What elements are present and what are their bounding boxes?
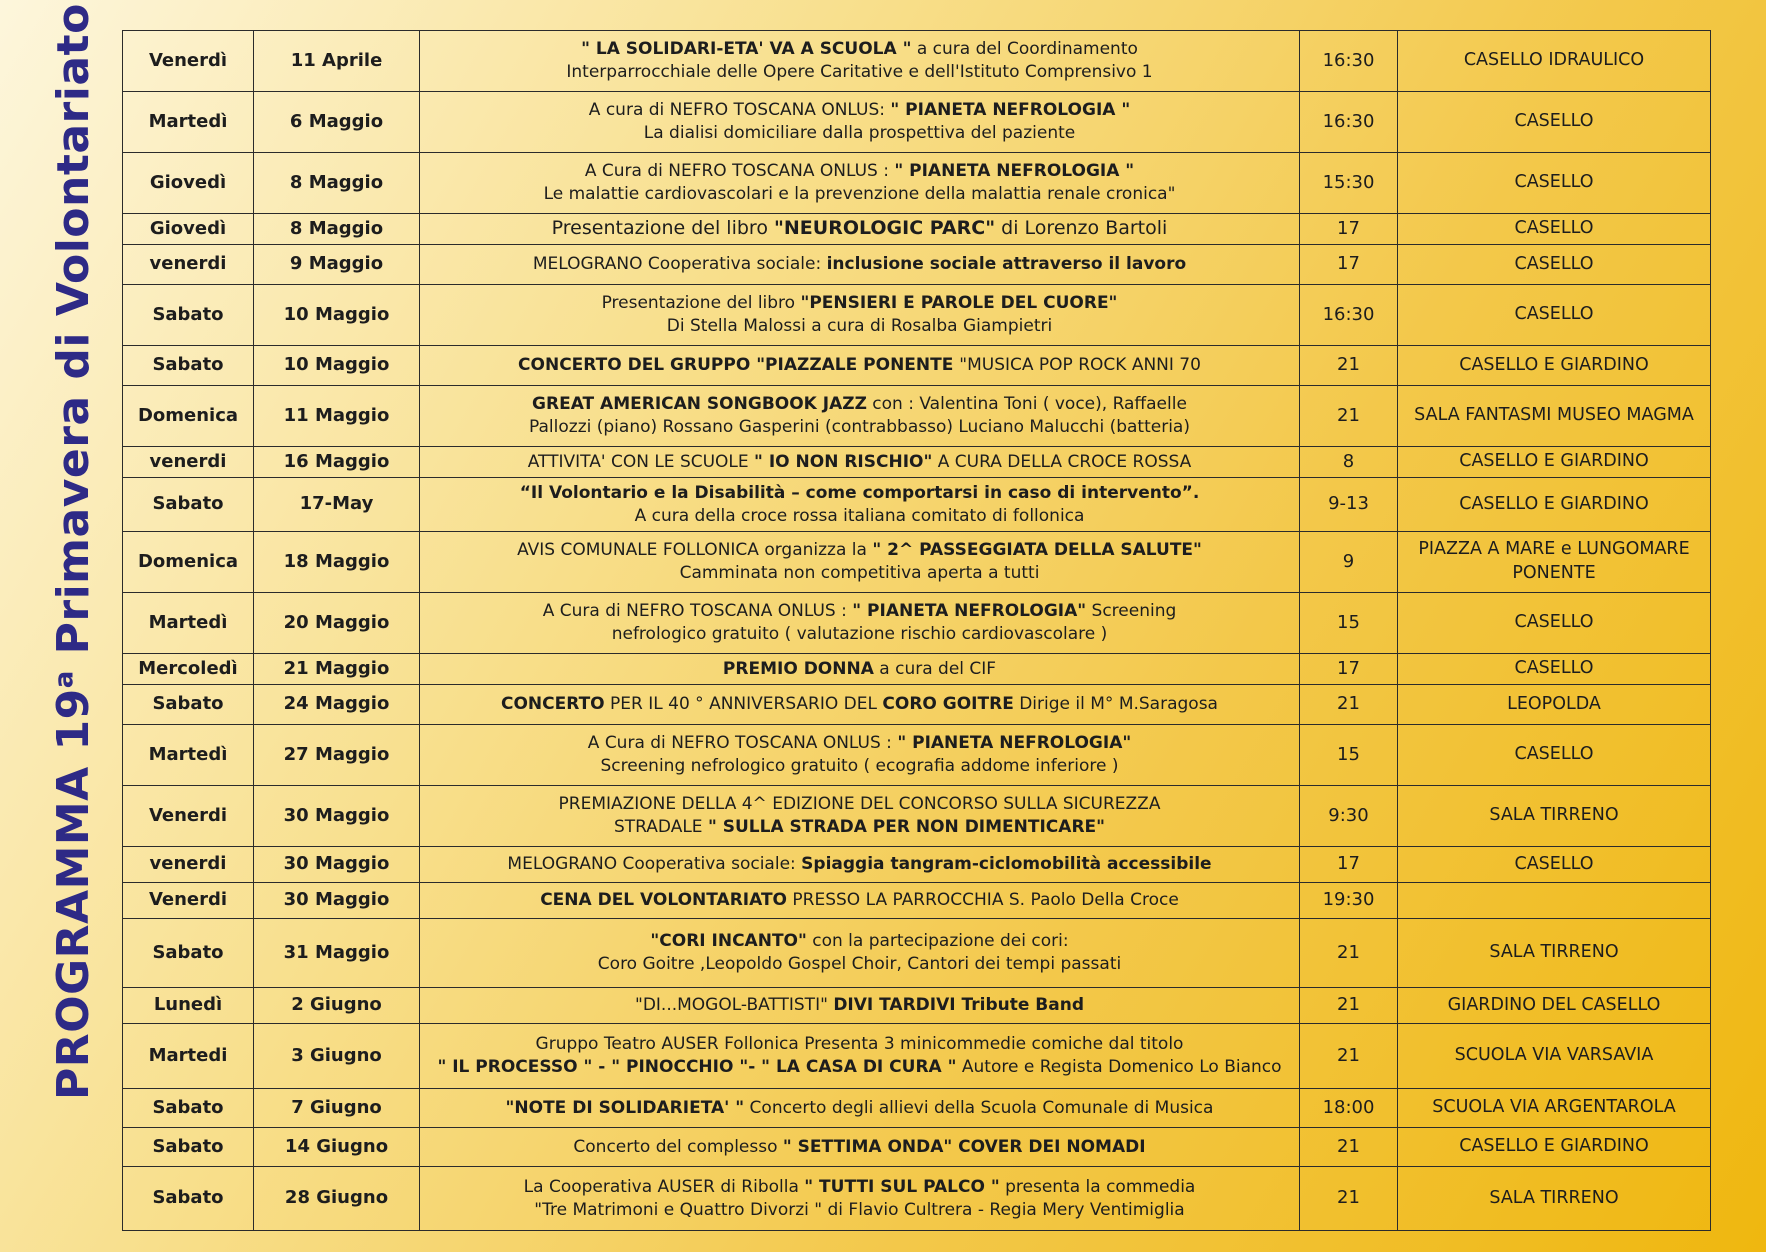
event-description [420,988,1300,1024]
event-day: Sabato [123,1089,254,1128]
event-text: A Cura di NEFRO TOSCANA ONLUS : [587,733,898,754]
event-day: Venerdi [123,883,254,919]
event-place: CASELLO [1398,214,1711,245]
table-row [123,1089,1711,1128]
event-time: 21 [1300,386,1398,447]
event-time: 21 [1300,1167,1398,1231]
event-day: venerdi [123,245,254,285]
event-description-line [424,994,1295,1017]
event-time: 16:30 [1300,92,1398,153]
event-description [420,31,1300,92]
event-text: " PIANETA NEFROLOGIA" [897,733,1132,754]
event-text: La dialisi domiciliare dalla prospettiva del paziente [643,123,1076,143]
event-text: Le malattie cardiovascolari e la prevenzione della malattia renale cronica" [543,184,1176,204]
event-description-line [424,505,1295,528]
event-time: 21 [1300,685,1398,725]
event-description-line [424,755,1295,778]
event-text: Presentazione del libro [601,293,801,314]
event-description [420,1089,1300,1128]
event-description-line [424,61,1295,84]
event-text: DIVI TARDIVI Tribute Band [833,995,1084,1016]
event-text: Spiaggia tangram-ciclomobilità accessibile [801,854,1212,875]
event-description [420,447,1300,478]
event-text: Coro Goitre ,Leopoldo Gospel Choir, Cantori dei tempi passati [597,954,1122,974]
event-description [420,1024,1300,1089]
table-row [123,685,1711,725]
event-place: SALA TIRRENO [1398,786,1711,847]
event-text: " SETTIMA ONDA" COVER DEI NOMADI [782,1136,1146,1157]
event-day: Venerdì [123,31,254,92]
event-description-line [424,600,1295,623]
event-text: " PIANETA NEFROLOGIA" [852,601,1087,622]
event-day: Sabato [123,685,254,725]
event-date: 14 Giugno [254,1128,420,1167]
event-description-line [424,122,1295,145]
event-date: 28 Giugno [254,1167,420,1231]
event-place: SCUOLA VIA VARSAVIA [1398,1024,1711,1089]
event-place: SALA TIRRENO [1398,1167,1711,1231]
event-day: Lunedì [123,988,254,1024]
event-day: Giovedì [123,153,254,214]
event-date: 30 Maggio [254,847,420,883]
table-row [123,725,1711,786]
event-date: 11 Maggio [254,386,420,447]
event-description-line [424,539,1295,562]
event-place: CASELLO [1398,285,1711,346]
event-place [1398,883,1711,919]
event-text: AVIS COMUNALE FOLLONICA organizza la [517,540,873,561]
event-description-line [424,816,1295,839]
event-text: "DI...MOGOL-BATTISTI" [635,995,834,1016]
event-date: 3 Giugno [254,1024,420,1089]
event-place: CASELLO E GIARDINO [1398,1128,1711,1167]
event-date: 2 Giugno [254,988,420,1024]
event-description [420,386,1300,447]
event-text: Concerto del complesso [573,1136,783,1157]
event-place: SALA TIRRENO [1398,919,1711,988]
event-text: " PIANETA NEFROLOGIA " [894,161,1135,182]
event-text: " SULLA STRADA PER NON DIMENTICARE" [707,817,1106,837]
event-description-line [424,183,1295,206]
event-time: 9 [1300,532,1398,593]
event-time: 16:30 [1300,31,1398,92]
event-text: " 2^ PASSEGGIATA DELLA SALUTE" [872,540,1202,561]
event-description-line [424,1056,1295,1079]
event-date: 7 Giugno [254,1089,420,1128]
event-description-line [424,38,1295,61]
event-day: Giovedì [123,214,254,245]
event-day: Martedì [123,92,254,153]
event-description-line [424,292,1295,315]
event-description-line [424,1199,1295,1222]
event-day: Mercoledì [123,654,254,685]
event-date: 6 Maggio [254,92,420,153]
event-text: a cura del CIF [873,658,997,679]
event-day: Sabato [123,1167,254,1231]
event-description-line [424,253,1295,276]
event-time: 21 [1300,988,1398,1024]
event-text: A Cura di NEFRO TOSCANA ONLUS : [542,601,853,622]
table-row [123,1024,1711,1089]
event-text: a cura del Coordinamento [911,39,1138,60]
event-description-line [424,1136,1295,1159]
event-text: Screening nefrologico gratuito ( ecografia addome inferiore ) [600,756,1119,776]
event-description [420,654,1300,685]
event-day: venerdi [123,447,254,478]
table-row [123,214,1711,245]
event-time: 18:00 [1300,1089,1398,1128]
event-place: CASELLO [1398,92,1711,153]
event-text: "NOTE DI SOLIDARIETA' " [505,1097,745,1118]
event-time: 9-13 [1300,478,1398,532]
event-date: 30 Maggio [254,786,420,847]
event-place: CASELLO [1398,153,1711,214]
event-place: CASELLO [1398,593,1711,654]
event-place: PIAZZA A MARE e LUNGOMARE PONENTE [1398,532,1711,593]
event-text: A Cura di NEFRO TOSCANA ONLUS : [584,161,895,182]
event-day: Sabato [123,478,254,532]
event-text: A cura della croce rossa italiana comitato di follonica [634,505,1085,526]
event-description [420,285,1300,346]
event-time: 17 [1300,847,1398,883]
event-date: 24 Maggio [254,685,420,725]
event-description [420,245,1300,285]
event-description-line [424,930,1295,953]
event-description-line [424,793,1295,816]
event-text: GREAT AMERICAN SONGBOOK JAZZ [532,394,867,415]
event-description [420,478,1300,532]
event-time: 21 [1300,1024,1398,1089]
event-place: CASELLO E GIARDINO [1398,478,1711,532]
event-text: nefrologico gratuito ( valutazione rischio cardiovascolare ) [611,624,1108,644]
event-day: Domenica [123,532,254,593]
event-text: di Lorenzo Bartoli [995,217,1168,240]
event-text: presenta la commedia [999,1176,1196,1197]
program-table [122,30,1711,1231]
event-text: Autore e Regista Domenico Lo Bianco [956,1057,1282,1077]
event-text: "PENSIERI E PAROLE DEL CUORE" [800,293,1118,314]
event-description [420,919,1300,988]
event-description [420,153,1300,214]
table-row [123,883,1711,919]
event-text: ATTIVITA' CON LE SCUOLE [527,451,755,472]
event-description [420,1128,1300,1167]
event-time: 15:30 [1300,153,1398,214]
event-date: 18 Maggio [254,532,420,593]
table-row [123,245,1711,285]
event-description [420,346,1300,386]
event-date: 11 Aprile [254,31,420,92]
event-description [420,725,1300,786]
event-description [420,1167,1300,1231]
event-date: 30 Maggio [254,883,420,919]
event-description [420,214,1300,245]
event-description-line [424,99,1295,122]
page-title: PROGRAMMA 19$^a$ Primavera di Volontariato [48,3,99,1100]
event-day: Martedì [123,593,254,654]
event-day: Sabato [123,285,254,346]
event-description-line [424,451,1295,474]
event-date: 8 Maggio [254,214,420,245]
event-description-line [424,658,1295,681]
event-description-line [424,1176,1295,1199]
event-time: 15 [1300,725,1398,786]
event-description-line [424,693,1295,716]
event-description [420,593,1300,654]
event-text: CORO GOITRE [882,694,1014,715]
event-text: "NEUROLOGIC PARC" [773,217,996,240]
event-date: 31 Maggio [254,919,420,988]
table-row [123,786,1711,847]
event-place: SCUOLA VIA ARGENTAROLA [1398,1089,1711,1128]
event-text: Gruppo Teatro AUSER Follonica Presenta 3 minicommedie comiche dal titolo [535,1034,1184,1055]
event-time: 21 [1300,346,1398,386]
event-text: " PIANETA NEFROLOGIA " [890,100,1131,121]
event-text: CENA DEL VOLONTARIATO [540,890,788,911]
event-place: CASELLO [1398,725,1711,786]
table-row [123,988,1711,1024]
event-text: STRADALE [613,817,708,837]
event-text: con la partecipazione dei cori: [806,931,1069,952]
table-row [123,478,1711,532]
event-place: SALA FANTASMI MUSEO MAGMA [1398,386,1711,447]
event-text: "Tre Matrimoni e Quattro Divorzi " di Flavio Cultrera - Regia Mery Ventimiglia [534,1199,1185,1220]
event-description-line [424,1033,1295,1056]
event-day: Sabato [123,346,254,386]
event-description-line [424,416,1295,439]
table-row [123,1167,1711,1231]
table-row [123,654,1711,685]
event-text: “Il Volontario e la Disabilità – come comportarsi in caso di intervento”. [519,482,1200,503]
event-text: " IL PROCESSO " - " PINOCCHIO "- " LA CASA DI CURA " [437,1057,957,1077]
event-description-line [424,562,1295,585]
event-place: CASELLO E GIARDINO [1398,447,1711,478]
event-time: 15 [1300,593,1398,654]
event-description [420,847,1300,883]
event-text: PER IL 40 ° ANNIVERSARIO DEL [604,694,883,715]
event-text: " IO NON RISCHIO" [754,451,933,472]
event-text: "MUSICA POP ROCK ANNI 70 [959,355,1201,376]
event-date: 27 Maggio [254,725,420,786]
event-description [420,883,1300,919]
table-row [123,847,1711,883]
event-text: con : Valentina Toni ( voce), Raffaelle [866,394,1187,415]
event-day: Sabato [123,1128,254,1167]
event-text: MELOGRANO Cooperativa sociale: [507,854,802,875]
event-description-line [424,623,1295,646]
event-time: 21 [1300,919,1398,988]
event-text: La Cooperativa AUSER di Ribolla [523,1176,805,1197]
table-row [123,285,1711,346]
event-text: CONCERTO DEL GRUPPO "PIAZZALE PONENTE [518,355,960,376]
event-text: Concerto degli allievi della Scuola Comunale di Musica [744,1097,1214,1118]
event-time: 8 [1300,447,1398,478]
event-text: CONCERTO [501,694,605,715]
event-date: 17-May [254,478,420,532]
event-date: 16 Maggio [254,447,420,478]
event-text: Camminata non competitiva aperta a tutti [679,563,1040,583]
event-text: PREMIO DONNA [722,658,874,679]
event-text: A cura di NEFRO TOSCANA ONLUS: [588,100,891,121]
table-row [123,919,1711,988]
table-row [123,346,1711,386]
event-day: Martedi [123,1024,254,1089]
event-text: PREMIAZIONE DELLA 4^ EDIZIONE DEL CONCORSO SULLA SICUREZZA [558,794,1161,815]
event-description-line [424,953,1295,976]
event-time: 16:30 [1300,285,1398,346]
event-date: 9 Maggio [254,245,420,285]
event-text: PRESSO LA PARROCCHIA S. Paolo Della Croce [787,890,1179,911]
event-date: 20 Maggio [254,593,420,654]
event-time: 17 [1300,654,1398,685]
event-text: Presentazione del libro [551,217,774,240]
table-row [123,31,1711,92]
event-day: Venerdi [123,786,254,847]
event-text: inclusione sociale attraverso il lavoro [826,254,1187,275]
event-time: 9:30 [1300,786,1398,847]
table-row [123,92,1711,153]
event-text: " LA SOLIDARI-ETA' VA A SCUOLA " [581,39,912,60]
event-day: venerdi [123,847,254,883]
event-date: 10 Maggio [254,285,420,346]
event-text: Interparrocchiale delle Opere Caritative e dell'Istituto Comprensivo 1 [566,62,1153,82]
table-row [123,1128,1711,1167]
event-description-line [424,354,1295,377]
event-description-line [424,315,1295,338]
event-day: Domenica [123,386,254,447]
event-time: 17 [1300,245,1398,285]
event-description-line [424,732,1295,755]
table-row [123,447,1711,478]
event-description-line [424,216,1295,242]
event-text: MELOGRANO Cooperativa sociale: [532,254,827,275]
event-place: CASELLO E GIARDINO [1398,346,1711,386]
event-description-line [424,160,1295,183]
event-description-line [424,853,1295,876]
event-date: 10 Maggio [254,346,420,386]
event-text: Dirige il M° M.Saragosa [1013,694,1218,715]
event-text: Screening [1086,601,1177,622]
event-time: 19:30 [1300,883,1398,919]
table-row [123,386,1711,447]
event-description [420,685,1300,725]
event-description [420,786,1300,847]
event-day: Sabato [123,919,254,988]
event-description-line [424,889,1295,912]
event-description-line [424,1097,1295,1120]
table-row [123,153,1711,214]
event-text: "CORI INCANTO" [650,931,807,952]
table-row [123,532,1711,593]
event-time: 21 [1300,1128,1398,1167]
event-time: 17 [1300,214,1398,245]
event-description [420,532,1300,593]
event-place: CASELLO [1398,245,1711,285]
event-text: Pallozzi (piano) Rossano Gasperini (contrabbasso) Luciano Malucchi (batteria) [529,417,1190,437]
event-description-line [424,482,1295,505]
event-text: Di Stella Malossi a cura di Rosalba Giampietri [666,316,1053,336]
event-text: " TUTTI SUL PALCO " [804,1176,1000,1197]
event-place: CASELLO IDRAULICO [1398,31,1711,92]
event-text: A CURA DELLA CROCE ROSSA [932,451,1192,472]
event-place: GIARDINO DEL CASELLO [1398,988,1711,1024]
event-date: 8 Maggio [254,153,420,214]
event-date: 21 Maggio [254,654,420,685]
event-place: LEOPOLDA [1398,685,1711,725]
event-place: CASELLO [1398,847,1711,883]
event-day: Martedì [123,725,254,786]
event-description-line [424,393,1295,416]
event-description [420,92,1300,153]
table-row [123,593,1711,654]
event-place: CASELLO [1398,654,1711,685]
